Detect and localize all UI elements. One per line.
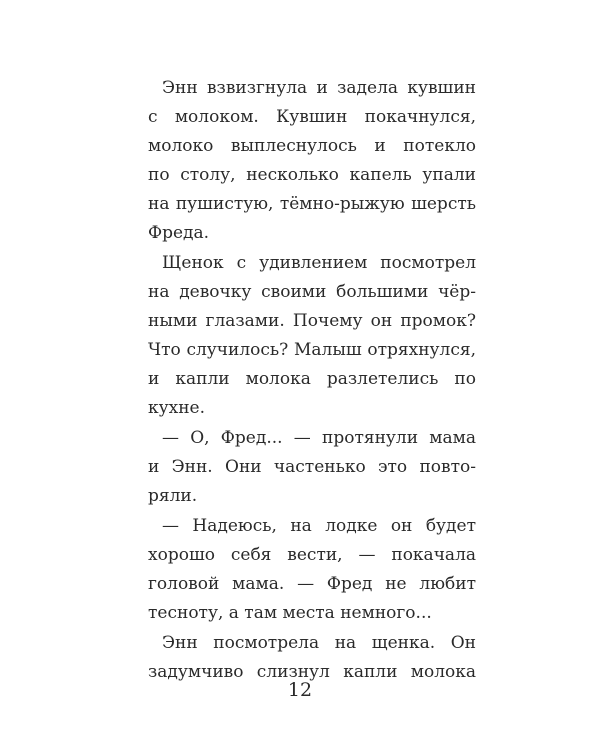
text-line: Что случилось? Малыш отряхнулся, [148, 340, 476, 360]
text-line: кухне. [148, 398, 206, 418]
text-line: на пушистую, тёмно-рыжую шерсть [148, 194, 476, 214]
text-line: хорошо себя вести, — покачала [148, 545, 476, 565]
text-line: молоко выплеснулось и потекло [148, 136, 476, 156]
page-number: 12 [287, 679, 313, 701]
text-line: Фреда. [148, 223, 210, 243]
text-line: — О, Фред... — протянули мама [162, 428, 476, 448]
text-line: по столу, несколько капель упали [148, 165, 476, 185]
text-line: ными глазами. Почему он промок? [148, 311, 476, 331]
text-line: тесноту, а там места немного... [148, 603, 432, 623]
text-line: на девочку своими большими чёр- [148, 282, 476, 302]
text-line: и Энн. Они частенько это повто- [148, 457, 476, 477]
text-line: Энн взвизгнула и задела кувшин [162, 78, 476, 98]
text-line: головой мама. — Фред не любит [148, 574, 476, 594]
text-line: — Надеюсь, на лодке он будет [162, 516, 476, 536]
text-line: и капли молока разлетелись по [148, 369, 476, 389]
text-line: Щенок с удивлением посмотрел [162, 253, 476, 273]
text-line: Энн посмотрела на щенка. Он [162, 633, 476, 653]
text-line: задумчиво слизнул капли молока [148, 662, 476, 682]
text-line: с молоком. Кувшин покачнулся, [148, 107, 476, 127]
text-line: ряли. [148, 486, 198, 506]
